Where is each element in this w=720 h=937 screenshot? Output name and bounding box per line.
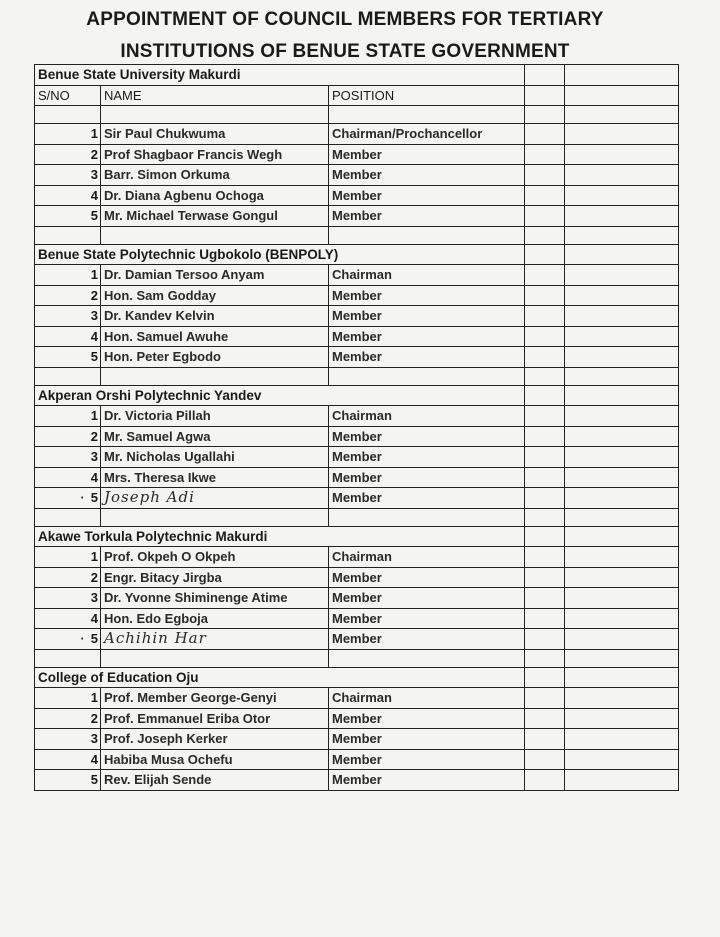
empty-cell — [565, 367, 679, 385]
serial-number — [35, 206, 101, 227]
empty-cell — [565, 749, 679, 770]
institution-header-row — [35, 244, 679, 265]
member-row — [35, 749, 679, 770]
empty-cell — [565, 347, 679, 368]
empty-cell — [565, 467, 679, 488]
member-position: Chairman — [329, 547, 525, 568]
blank-row — [35, 367, 679, 385]
member-name: Dr. Yvonne Shiminenge Atime — [101, 588, 329, 609]
member-name: Barr. Simon Orkuma — [101, 165, 329, 186]
serial-number — [35, 608, 101, 629]
institution-name: Benue State Polytechnic Ugbokolo (BENPOLY) — [35, 244, 525, 265]
member-position: Member — [329, 629, 525, 650]
member-name: Sir Paul Chukwuma — [101, 124, 329, 145]
empty-cell — [525, 65, 565, 86]
column-header-name: NAME — [101, 85, 329, 106]
empty-cell — [565, 708, 679, 729]
empty-cell — [565, 729, 679, 750]
member-position: Member — [329, 608, 525, 629]
serial-number — [35, 406, 101, 427]
blank-row — [35, 649, 679, 667]
empty-cell — [525, 385, 565, 406]
empty-cell — [565, 547, 679, 568]
empty-cell — [525, 488, 565, 509]
empty-cell — [525, 708, 565, 729]
empty-cell — [525, 508, 565, 526]
member-name: Hon. Sam Godday — [101, 285, 329, 306]
member-name: Dr. Kandev Kelvin — [101, 306, 329, 327]
member-row — [35, 608, 679, 629]
serial-number — [35, 285, 101, 306]
member-row — [35, 547, 679, 568]
empty-cell — [35, 106, 101, 124]
serial-number-text: 1 — [90, 126, 98, 142]
serial-number — [35, 185, 101, 206]
empty-cell — [565, 608, 679, 629]
member-position: Member — [329, 426, 525, 447]
empty-cell — [565, 124, 679, 145]
tick-mark: · — [80, 631, 85, 647]
member-name: Dr. Damian Tersoo Anyam — [101, 265, 329, 286]
serial-number-text: 4 — [90, 328, 98, 344]
member-row — [35, 588, 679, 609]
member-row — [35, 426, 679, 447]
institution-name: Akperan Orshi Polytechnic Yandev — [35, 385, 525, 406]
serial-number — [35, 124, 101, 145]
serial-number-text: 2 — [90, 710, 98, 726]
member-name: Hon. Peter Egbodo — [101, 347, 329, 368]
title-line-2: INSTITUTIONS OF BENUE STATE GOVERNMENT — [120, 41, 570, 62]
member-position: Member — [329, 567, 525, 588]
document-title — [30, 4, 660, 68]
council-members-table — [34, 64, 679, 791]
serial-number-text: 4 — [90, 469, 98, 485]
empty-cell — [565, 426, 679, 447]
member-position: Member — [329, 488, 525, 509]
empty-cell — [565, 306, 679, 327]
serial-number — [35, 165, 101, 186]
member-position: Member — [329, 770, 525, 791]
empty-cell — [525, 649, 565, 667]
serial-number — [35, 629, 101, 650]
empty-cell — [525, 447, 565, 468]
empty-cell — [565, 106, 679, 124]
serial-number — [35, 488, 101, 509]
member-position: Member — [329, 326, 525, 347]
blank-row — [35, 106, 679, 124]
member-row — [35, 406, 679, 427]
empty-cell — [565, 688, 679, 709]
empty-cell — [525, 667, 565, 688]
empty-cell — [565, 185, 679, 206]
serial-number — [35, 265, 101, 286]
empty-cell — [525, 226, 565, 244]
empty-cell — [525, 265, 565, 286]
member-name: Mr. Michael Terwase Gongul — [101, 206, 329, 227]
tick-mark: · — [80, 490, 85, 506]
table-body — [35, 65, 679, 791]
empty-cell — [525, 165, 565, 186]
serial-number — [35, 326, 101, 347]
member-position: Chairman — [329, 688, 525, 709]
serial-number — [35, 447, 101, 468]
member-row — [35, 708, 679, 729]
serial-number-text: 2 — [90, 428, 98, 444]
empty-cell — [525, 547, 565, 568]
empty-cell — [565, 770, 679, 791]
column-header-position: POSITION — [329, 85, 525, 106]
empty-cell — [101, 649, 329, 667]
member-position: Member — [329, 144, 525, 165]
column-header-sno: S/NO — [35, 85, 101, 106]
serial-number — [35, 708, 101, 729]
member-position: Chairman — [329, 265, 525, 286]
empty-cell — [525, 749, 565, 770]
institution-name: Benue State University Makurdi — [35, 65, 525, 86]
serial-number-text: 2 — [90, 287, 98, 303]
empty-cell — [525, 285, 565, 306]
member-name: Dr. Diana Agbenu Ochoga — [101, 185, 329, 206]
handwritten-member-name: Achihin Har — [101, 629, 329, 650]
serial-number — [35, 426, 101, 447]
empty-cell — [329, 508, 525, 526]
empty-cell — [565, 649, 679, 667]
empty-cell — [101, 508, 329, 526]
member-name: Mr. Nicholas Ugallahi — [101, 447, 329, 468]
member-row — [35, 629, 679, 650]
member-position: Member — [329, 306, 525, 327]
member-name: Hon. Samuel Awuhe — [101, 326, 329, 347]
empty-cell — [565, 508, 679, 526]
empty-cell — [565, 326, 679, 347]
empty-cell — [525, 185, 565, 206]
member-row — [35, 467, 679, 488]
empty-cell — [525, 206, 565, 227]
member-row — [35, 206, 679, 227]
empty-cell — [101, 106, 329, 124]
blank-row — [35, 508, 679, 526]
member-row — [35, 306, 679, 327]
empty-cell — [565, 65, 679, 86]
empty-cell — [525, 106, 565, 124]
institution-header-row — [35, 65, 679, 86]
member-name: Prof. Okpeh O Okpeh — [101, 547, 329, 568]
member-row — [35, 265, 679, 286]
empty-cell — [525, 347, 565, 368]
empty-cell — [565, 265, 679, 286]
serial-number — [35, 306, 101, 327]
serial-number-text: 4 — [90, 751, 98, 767]
member-position: Member — [329, 588, 525, 609]
serial-number — [35, 688, 101, 709]
institution-name: College of Education Oju — [35, 667, 525, 688]
institution-header-row — [35, 526, 679, 547]
empty-cell — [525, 326, 565, 347]
empty-cell — [329, 226, 525, 244]
serial-number-text: 2 — [90, 146, 98, 162]
empty-cell — [35, 649, 101, 667]
empty-cell — [329, 649, 525, 667]
empty-cell — [525, 85, 565, 106]
member-position: Member — [329, 185, 525, 206]
member-row — [35, 326, 679, 347]
empty-cell — [101, 367, 329, 385]
empty-cell — [565, 406, 679, 427]
institution-header-row — [35, 385, 679, 406]
empty-cell — [525, 588, 565, 609]
serial-number-text: 3 — [90, 590, 98, 606]
empty-cell — [565, 144, 679, 165]
empty-cell — [565, 488, 679, 509]
member-row — [35, 347, 679, 368]
serial-number-text: 2 — [90, 569, 98, 585]
serial-number-text: 3 — [90, 167, 98, 183]
empty-cell — [35, 508, 101, 526]
member-position: Member — [329, 467, 525, 488]
member-name: Prof. Joseph Kerker — [101, 729, 329, 750]
serial-number — [35, 567, 101, 588]
empty-cell — [565, 285, 679, 306]
empty-cell — [565, 629, 679, 650]
empty-cell — [525, 770, 565, 791]
empty-cell — [329, 106, 525, 124]
empty-cell — [525, 729, 565, 750]
member-name: Hon. Edo Egboja — [101, 608, 329, 629]
empty-cell — [525, 244, 565, 265]
empty-cell — [565, 165, 679, 186]
serial-number-text: 5 — [90, 631, 98, 647]
empty-cell — [35, 367, 101, 385]
member-position: Member — [329, 165, 525, 186]
serial-number — [35, 749, 101, 770]
serial-number — [35, 588, 101, 609]
member-name: Rev. Elijah Sende — [101, 770, 329, 791]
serial-number-text: 5 — [90, 490, 98, 506]
serial-number-text: 3 — [90, 308, 98, 324]
institution-header-row — [35, 667, 679, 688]
member-position: Member — [329, 749, 525, 770]
member-row — [35, 488, 679, 509]
institution-name: Akawe Torkula Polytechnic Makurdi — [35, 526, 525, 547]
serial-number-text: 1 — [90, 690, 98, 706]
serial-number-text: 4 — [90, 610, 98, 626]
empty-cell — [525, 306, 565, 327]
serial-number — [35, 547, 101, 568]
empty-cell — [525, 367, 565, 385]
member-name: Mr. Samuel Agwa — [101, 426, 329, 447]
serial-number-text: 1 — [90, 267, 98, 283]
serial-number — [35, 467, 101, 488]
member-position: Member — [329, 206, 525, 227]
member-row — [35, 285, 679, 306]
empty-cell — [329, 367, 525, 385]
empty-cell — [565, 588, 679, 609]
member-row — [35, 567, 679, 588]
empty-cell — [565, 206, 679, 227]
member-row — [35, 770, 679, 791]
member-position: Member — [329, 347, 525, 368]
member-row — [35, 185, 679, 206]
member-name: Prof. Member George-Genyi — [101, 688, 329, 709]
empty-cell — [565, 567, 679, 588]
blank-row — [35, 226, 679, 244]
serial-number-text: 3 — [90, 731, 98, 747]
serial-number-text: 5 — [90, 208, 98, 224]
member-name: Habiba Musa Ochefu — [101, 749, 329, 770]
member-name: Mrs. Theresa Ikwe — [101, 467, 329, 488]
member-name: Dr. Victoria Pillah — [101, 406, 329, 427]
member-name: Prof. Emmanuel Eriba Otor — [101, 708, 329, 729]
empty-cell — [525, 688, 565, 709]
serial-number — [35, 770, 101, 791]
handwritten-member-name: Joseph Adi — [101, 488, 329, 509]
member-row — [35, 729, 679, 750]
member-row — [35, 144, 679, 165]
member-row — [35, 124, 679, 145]
member-position: Chairman/Prochancellor — [329, 124, 525, 145]
member-name: Prof Shagbaor Francis Wegh — [101, 144, 329, 165]
member-position: Member — [329, 729, 525, 750]
empty-cell — [101, 226, 329, 244]
empty-cell — [525, 467, 565, 488]
empty-cell — [525, 124, 565, 145]
empty-cell — [565, 447, 679, 468]
empty-cell — [525, 406, 565, 427]
member-row — [35, 688, 679, 709]
member-position: Member — [329, 285, 525, 306]
serial-number-text: 5 — [90, 772, 98, 788]
serial-number-text: 4 — [90, 187, 98, 203]
empty-cell — [525, 629, 565, 650]
empty-cell — [525, 608, 565, 629]
member-position: Member — [329, 708, 525, 729]
member-row — [35, 447, 679, 468]
member-position: Chairman — [329, 406, 525, 427]
empty-cell — [525, 567, 565, 588]
empty-cell — [565, 667, 679, 688]
member-name: Engr. Bitacy Jirgba — [101, 567, 329, 588]
serial-number-text: 1 — [90, 549, 98, 565]
serial-number — [35, 729, 101, 750]
member-row — [35, 165, 679, 186]
member-position: Member — [329, 447, 525, 468]
serial-number-text: 3 — [90, 449, 98, 465]
empty-cell — [565, 385, 679, 406]
empty-cell — [565, 526, 679, 547]
empty-cell — [565, 85, 679, 106]
column-header-row — [35, 85, 679, 106]
empty-cell — [565, 244, 679, 265]
serial-number-text: 5 — [90, 349, 98, 365]
serial-number — [35, 144, 101, 165]
empty-cell — [525, 426, 565, 447]
empty-cell — [35, 226, 101, 244]
empty-cell — [565, 226, 679, 244]
serial-number — [35, 347, 101, 368]
empty-cell — [525, 526, 565, 547]
serial-number-text: 1 — [90, 408, 98, 424]
title-line-1: APPOINTMENT OF COUNCIL MEMBERS FOR TERTIARY — [86, 9, 604, 30]
empty-cell — [525, 144, 565, 165]
